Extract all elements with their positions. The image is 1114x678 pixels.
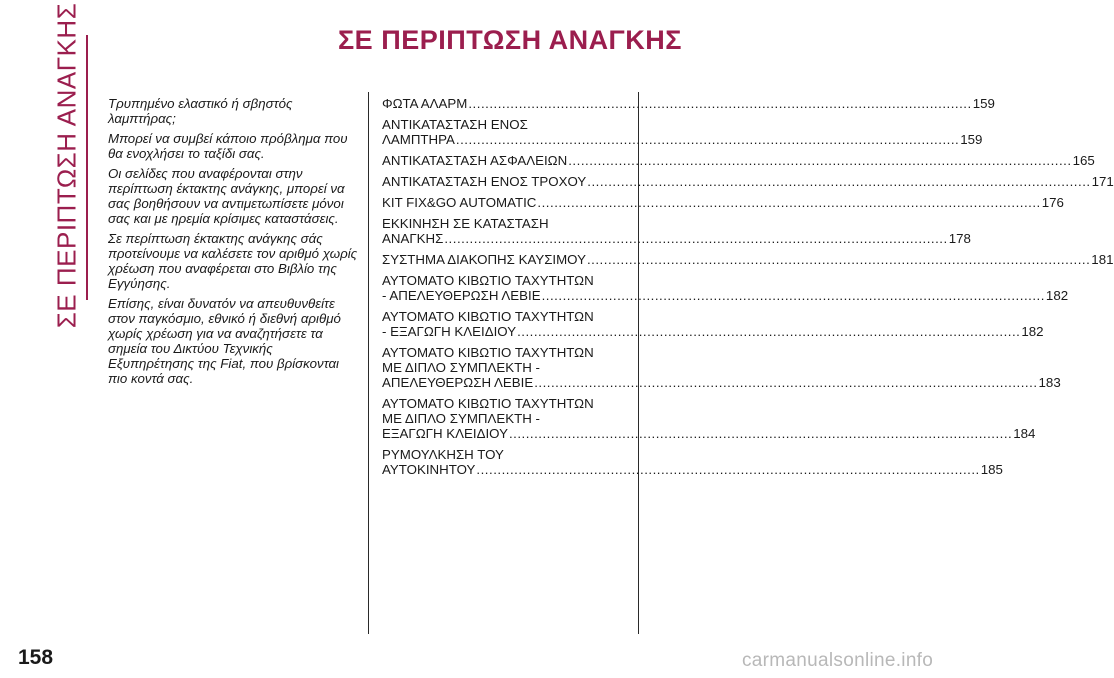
- toc-entry-line: ΑΥΤΟΜΑΤΟ ΚΙΒΩΤΙΟ ΤΑΧΥΤΗΤΩΝ: [382, 273, 594, 288]
- toc-entry-label: ΕΞΑΓΩΓΗ ΚΛΕΙΔΙΟΥ: [382, 426, 508, 441]
- toc-page-number: 185: [980, 462, 1003, 477]
- toc-entry-label: ΑΝΤΙΚΑΤΑΣΤΑΣΗ ΕΝΟΣ ΤΡΟΧΟΥ: [382, 174, 587, 189]
- toc-entry[interactable]: [382, 117, 983, 147]
- toc-page-number: 182: [1045, 288, 1069, 303]
- toc-leader-dots: ........................................................................................................................: [586, 252, 1091, 267]
- toc-entry-line: ΑΥΤΟΜΑΤΟ ΚΙΒΩΤΙΟ ΤΑΧΥΤΗΤΩΝ: [382, 309, 594, 324]
- toc-entry[interactable]: [382, 447, 1003, 477]
- side-chapter-rule: [86, 35, 88, 300]
- toc-entry-label: ΑΠΕΛΕΥΘΕΡΩΣΗ ΛΕΒΙΕ: [382, 375, 534, 390]
- toc-leader-dots: ........................................................................................................................: [534, 375, 1038, 390]
- toc-leader-dots: ........................................................................................................................: [476, 462, 980, 477]
- toc-page-number: 176: [1041, 195, 1064, 210]
- toc-page-number: 184: [1013, 426, 1036, 441]
- intro-paragraph: Επίσης, είναι δυνατόν να απευθυνθείτε στον παγκόσμιο, εθνικό ή διεθνή αριθμό χωρίς χρέωση για να αναζητήσετε τα σημεία του Δικτύου Τεχνικής Εξυπηρέτησης της Fiat, που βρίσκονται πιο κοντά σας.: [108, 296, 341, 386]
- toc-entry-label: ΑΝΑΓΚΗΣ: [382, 231, 444, 246]
- toc-entry-label: ΛΑΜΠΤΗΡΑ: [382, 132, 455, 147]
- toc-entry-line: ΡΥΜΟΥΛΚΗΣΗ ΤΟΥ: [382, 447, 504, 462]
- toc-entry[interactable]: [382, 309, 1044, 339]
- toc-leader-dots: ........................................................................................................................: [568, 153, 1072, 168]
- table-of-contents: [382, 96, 1114, 483]
- toc-entry[interactable]: [382, 273, 1069, 303]
- toc-leader-dots: ........................................................................................................................: [541, 288, 1045, 303]
- toc-page-number: 183: [1038, 375, 1061, 390]
- side-chapter-label: ΣΕ ΠΕΡΙΠΤΩΣΗ ΑΝΑΓΚΗΣ: [51, 2, 82, 328]
- toc-entry-line: ΑΝΤΙΚΑΤΑΣΤΑΣΗ ΕΝΟΣ: [382, 117, 528, 132]
- toc-entry-label: KIT FIX&GO AUTOMATIC: [382, 195, 537, 210]
- intro-paragraph: Μπορεί να συμβεί κάποιο πρόβλημα που θα ενοχλήσει το ταξίδι σας.: [108, 131, 348, 161]
- toc-entry-row: [382, 375, 1061, 390]
- toc-page-number: 181: [1091, 252, 1114, 267]
- toc-entry-row: [382, 252, 1114, 267]
- toc-entry-row: [382, 195, 1064, 210]
- toc-leader-dots: ........................................................................................................................: [468, 96, 972, 111]
- toc-page-number: 171: [1091, 174, 1114, 189]
- toc-entry[interactable]: [382, 216, 971, 246]
- watermark: carmanualsonline.info: [742, 650, 934, 671]
- toc-entry[interactable]: [382, 345, 1061, 390]
- toc-entry[interactable]: [382, 153, 1095, 168]
- toc-page-number: 159: [972, 96, 995, 111]
- toc-entry-label: ΦΩΤΑ ΑΛΑΡΜ: [382, 96, 468, 111]
- toc-entry[interactable]: [382, 174, 1114, 189]
- toc-entry-row: [382, 462, 1003, 477]
- toc-entry-line: ΜΕ ΔΙΠΛΟ ΣΥΜΠΛΕΚΤΗ -: [382, 411, 540, 426]
- page-number: 158: [18, 646, 54, 669]
- toc-entry[interactable]: [382, 252, 1114, 267]
- toc-entry-label: ΑΥΤΟΚΙΝΗΤΟΥ: [382, 462, 476, 477]
- toc-leader-dots: ........................................................................................................................: [517, 324, 1021, 339]
- toc-entry-row: [382, 174, 1114, 189]
- toc-entry-line: ΑΥΤΟΜΑΤΟ ΚΙΒΩΤΙΟ ΤΑΧΥΤΗΤΩΝ: [382, 345, 594, 360]
- toc-entry[interactable]: [382, 396, 1036, 441]
- toc-entry-label: ΣΥΣΤΗΜΑ ΔΙΑΚΟΠΗΣ ΚΑΥΣΙΜΟΥ: [382, 252, 586, 267]
- toc-entry-line: ΜΕ ΔΙΠΛΟ ΣΥΜΠΛΕΚΤΗ -: [382, 360, 540, 375]
- toc-entry-label: - ΕΞΑΓΩΓΗ ΚΛΕΙΔΙΟΥ: [382, 324, 517, 339]
- intro-paragraph: Τρυπημένο ελαστικό ή σβηστός λαμπτήρας;: [108, 96, 293, 126]
- toc-entry-label: ΑΝΤΙΚΑΤΑΣΤΑΣΗ ΑΣΦΑΛΕΙΩΝ: [382, 153, 568, 168]
- toc-entry-row: [382, 96, 995, 111]
- toc-leader-dots: ........................................................................................................................: [508, 426, 1013, 441]
- toc-entry-row: [382, 153, 1095, 168]
- intro-paragraph: Οι σελίδες που αναφέρονται στην περίπτωση έκτακτης ανάγκης, μπορεί να σας βοηθήσουν να αντιμετωπίσετε μόνοι σας και με ηρεμία κρίσιμες καταστάσεις.: [108, 166, 345, 226]
- toc-page-number: 165: [1072, 153, 1095, 168]
- toc-entry-line: ΑΥΤΟΜΑΤΟ ΚΙΒΩΤΙΟ ΤΑΧΥΤΗΤΩΝ: [382, 396, 594, 411]
- toc-page-number: 182: [1021, 324, 1044, 339]
- toc-entry-label: - ΑΠΕΛΕΥΘΕΡΩΣΗ ΛΕΒΙΕ: [382, 288, 541, 303]
- intro-text: [108, 96, 358, 391]
- toc-page-number: 159: [960, 132, 983, 147]
- page-title: ΣΕ ΠΕΡΙΠΤΩΣΗ ΑΝΑΓΚΗΣ: [337, 25, 682, 55]
- toc-entry-row: [382, 288, 1069, 303]
- toc-entry-row: [382, 132, 983, 147]
- side-chapter-tab: [50, 2, 84, 328]
- intro-paragraph: Σε περίπτωση έκτακτης ανάγκης σάς προτείνουμε να καλέσετε τον αριθμό χωρίς χρέωση που αναφέρεται στο Βιβλίο της Εγγύησης.: [108, 231, 358, 291]
- toc-entry-row: [382, 426, 1036, 441]
- toc-entry[interactable]: [382, 195, 1064, 210]
- toc-entry-row: [382, 231, 971, 246]
- toc-entry[interactable]: [382, 96, 995, 111]
- toc-leader-dots: ........................................................................................................................: [455, 132, 960, 147]
- toc-leader-dots: ........................................................................................................................: [444, 231, 948, 246]
- column-divider-left: [368, 92, 369, 634]
- toc-entry-line: ΕΚΚΙΝΗΣΗ ΣΕ ΚΑΤΑΣΤΑΣΗ: [382, 216, 549, 231]
- toc-entry-row: [382, 324, 1044, 339]
- toc-leader-dots: ........................................................................................................................: [537, 195, 1041, 210]
- toc-page-number: 178: [948, 231, 971, 246]
- toc-leader-dots: ........................................................................................................................: [587, 174, 1091, 189]
